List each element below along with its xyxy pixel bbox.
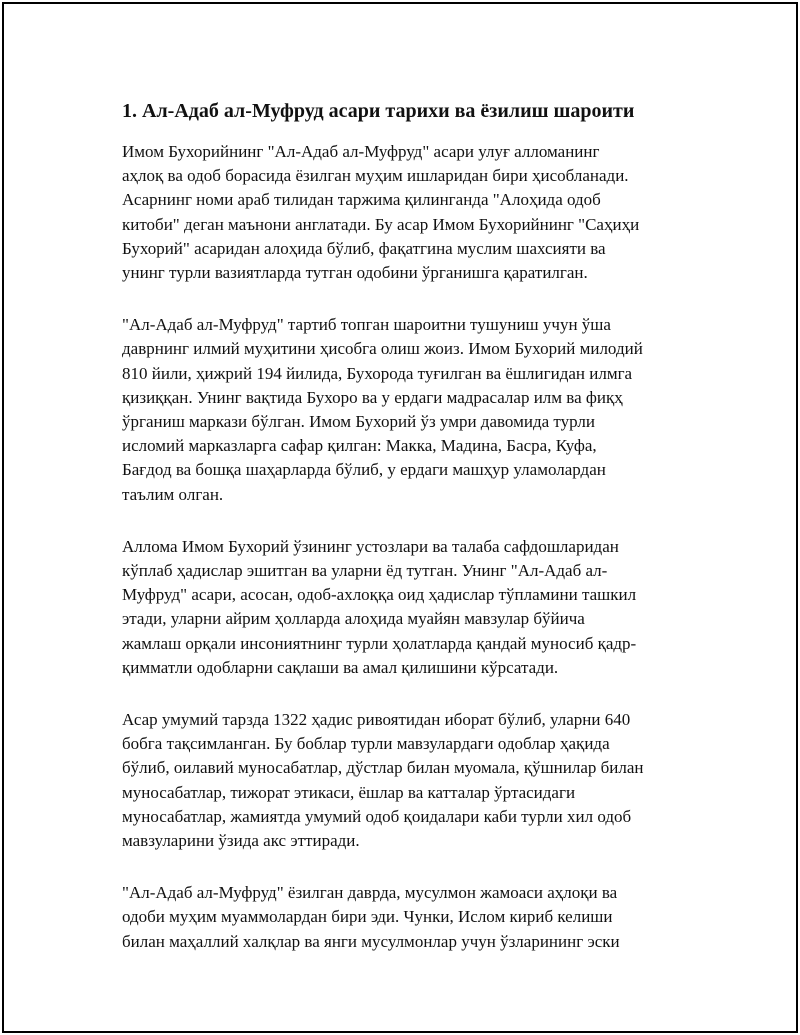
text-line: билан маҳаллий халқлар ва янги мусулмонлар учун ўзларининг эски — [122, 931, 620, 951]
text-line: "Ал-Адаб ал-Муфруд" тартиб топган шароитни тушуниш учун ўша — [122, 315, 611, 335]
text-line: "Ал-Адаб ал-Муфруд" ёзилган даврда, мусулмон жамоаси аҳлоқи ва — [122, 883, 618, 903]
text-line: Асарнинг номи араб тилидан таржима қилинганда "Алоҳида одоб — [122, 190, 601, 210]
text-line: қизиққан. Унинг вақтида Бухоро ва у ердаги мадрасалар илм ва фиқҳ — [122, 387, 623, 407]
text-line: даврнинг илмий муҳитини ҳисобга олиш жоиз. Имом Бухорий милодий — [122, 339, 643, 359]
text-line: китоби" деган маънони англатади. Бу асар Имом Бухорийнинг "Саҳиҳи — [122, 214, 640, 234]
text-line: муносабатлар, жамиятда умумий одоб қоидалари каби турли хил одоб — [122, 806, 632, 826]
text-line: қимматли одобларни сақлаши ва амал қилишини кўрсатади. — [122, 657, 559, 677]
body-paragraph — [122, 140, 682, 285]
text-line: бобга тақсимланган. Бу боблар турли мавзулардаги одоблар ҳақида — [122, 734, 610, 754]
text-line: Имом Бухорийнинг "Ал-Адаб ал-Муфруд" асари улуғ алломанинг — [122, 142, 600, 161]
text-line: аҳлоқ ва одоб борасида ёзилган муҳим ишларидан бири ҳисобланади. — [122, 166, 629, 186]
body-paragraph — [122, 535, 682, 680]
text-line: жамлаш орқали инсониятнинг турли ҳолатларда қандай муносиб қадр- — [122, 633, 637, 653]
document-body — [122, 96, 682, 982]
text-line: кўплаб ҳадислар эшитган ва уларни ёд тутган. Унинг "Ал-Адаб ал- — [122, 561, 608, 581]
body-paragraph — [122, 881, 682, 954]
text-line: ўрганиш маркази бўлган. Имом Бухорий ўз умри давомида турли — [122, 412, 595, 432]
text-line: Асар умумий тарзда 1322 ҳадис ривоятидан иборат бўлиб, уларни 640 — [122, 710, 631, 730]
text-line: бўлиб, оилавий муносабатлар, дўстлар билан муомала, қўшнилар билан — [122, 758, 644, 778]
body-paragraph — [122, 708, 682, 853]
paragraph-container — [122, 140, 682, 954]
text-line: Аллома Имом Бухорий ўзининг устозлари ва талаба сафдошларидан — [122, 536, 619, 556]
text-line: исломий марказларга сафар қилган: Макка, Мадина, Басра, Куфа, — [122, 436, 597, 456]
text-line: мавзуларини ўзида акс эттиради. — [122, 831, 360, 851]
text-line: Муфруд" асари, асосан, одоб-ахлоққа оид ҳадислар тўпламини ташкил — [122, 585, 637, 605]
body-paragraph — [122, 313, 682, 507]
text-line: этади, уларни айрим ҳолларда алоҳида муайян мавзулар бўйича — [122, 609, 585, 629]
text-line: таълим олган. — [122, 484, 224, 504]
text-line: одоби муҳим муаммолардан бири эди. Чунки, Ислом кириб келиши — [122, 907, 613, 927]
text-line: муносабатлар, тижорат этикаси, ёшлар ва катталар ўртасидаги — [122, 782, 576, 802]
text-line: Бухорий" асаридан алоҳида бўлиб, фақатгина муслим шахсияти ва — [122, 238, 606, 258]
text-line: унинг турли вазиятларда тутган одобини ўрганишга қаратилган. — [122, 263, 588, 283]
section-heading: 1. Ал-Адаб ал-Муфруд асари тарихи ва ёзилиш шароити — [122, 100, 635, 122]
text-line: 810 йили, ҳижрий 194 йилида, Бухорода туғилган ва ёшлигидан илмга — [122, 363, 633, 383]
page-frame — [2, 2, 798, 1033]
text-line: Бағдод ва бошқа шаҳарларда бўлиб, у ердаги машҳур уламолардан — [122, 460, 606, 480]
